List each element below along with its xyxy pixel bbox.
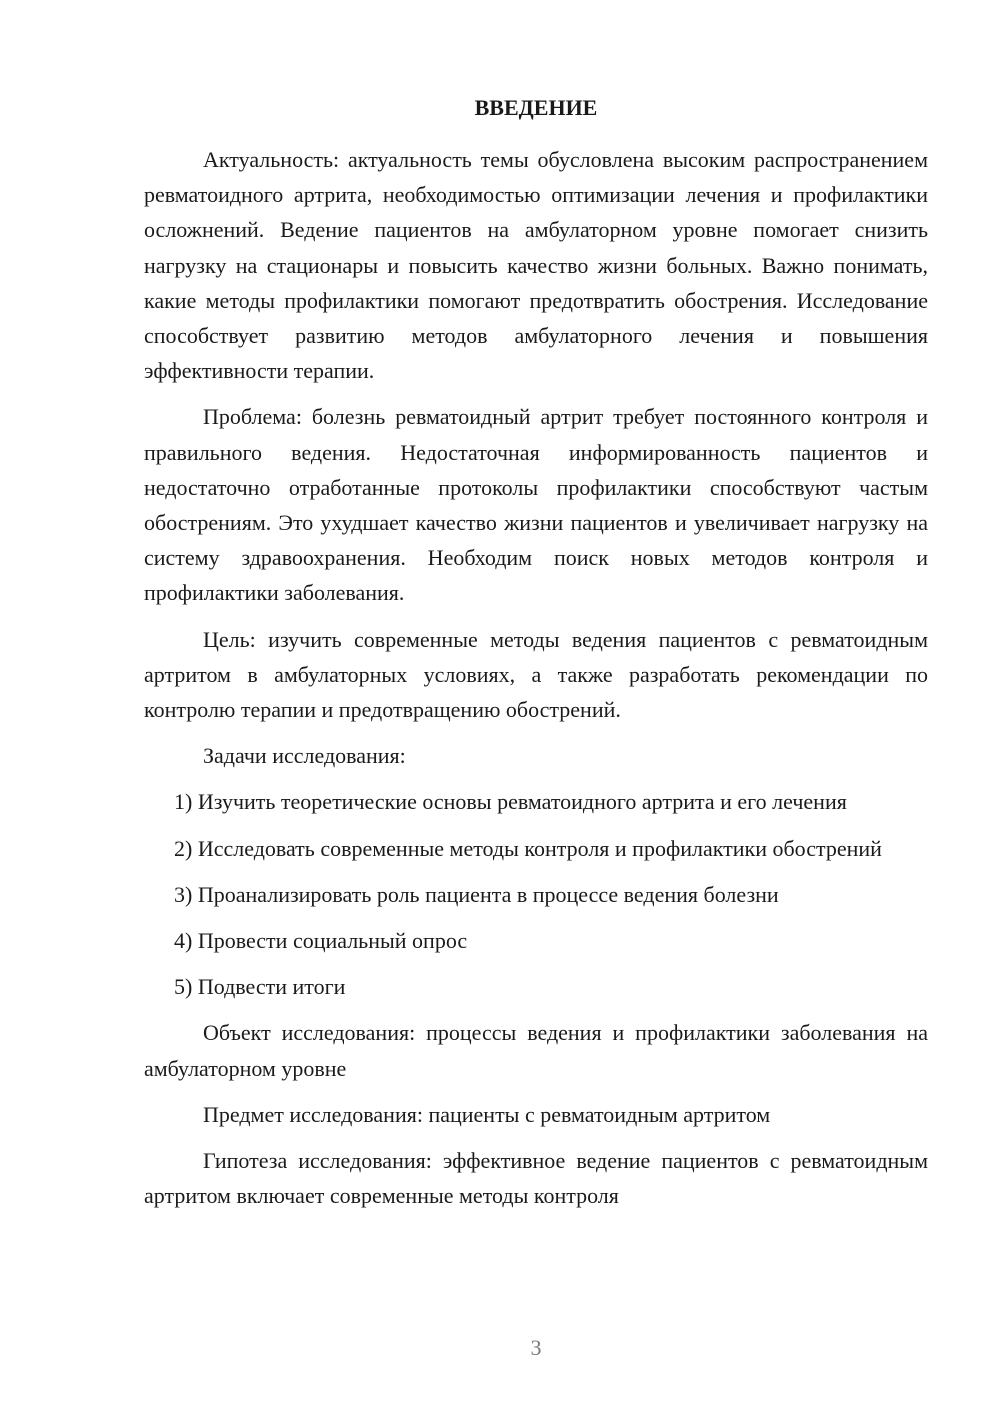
task-item: 2) Исследовать современные методы контроля и профилактики обострений [174,835,882,861]
page-title: ВВЕДЕНИЕ [474,95,598,120]
page-number: 3 [530,1335,542,1360]
paragraph-problem: Проблема: болезнь ревматоидный артрит требует постоянного контроля и правильного ведения. Недостаточная информированность пациентов и недостаточно отработанные протоколы профилактики способствуют частым обострениям. Это ухудшает качество жизни пациентов и увеличивает нагрузку на систему здравоохранения. Необходим поиск новых методов контроля и профилактики заболевания. [144,404,928,606]
task-item: 4) Провести социальный опрос [174,928,468,954]
task-item: 1) Изучить теоретические основы ревматоидного артрита и его лечения [174,789,847,815]
paragraph-relevance: Актуальность: актуальность темы обусловлена высоким распространением ревматоидного артрита, необходимостью оптимизации лечения и профилактики осложнений. Ведение пациентов на амбулаторном уровне помогает снизить нагрузку на стационары и повысить качество жизни больных. Важно понимать, какие методы профилактики помогают предотвратить обострения. Исследование способствует развитию методов амбулаторного лечения и повышения эффективности терапии. [144,147,928,384]
paragraph-goal: Цель: изучить современные методы ведения пациентов с ревматоидным артритом в амбулаторных условиях, а также разработать рекомендации по контролю терапии и предотвращению обострений. [144,626,928,723]
document-page [144,90,928,1224]
task-item: 5) Подвести итоги [174,974,346,1000]
paragraph-subject: Предмет исследования: пациенты с ревматоидным артритом [203,1101,771,1127]
task-item: 3) Проанализировать роль пациента в процессе ведения болезни [174,881,779,907]
tasks-heading: Задачи исследования: [203,743,406,769]
paragraph-hypothesis: Гипотеза исследования: эффективное ведение пациентов с ревматоидным артритом включает современные методы контроля [144,1148,928,1209]
paragraph-object: Объект исследования: процессы ведения и профилактики заболевания на амбулаторном уровне [144,1020,928,1081]
